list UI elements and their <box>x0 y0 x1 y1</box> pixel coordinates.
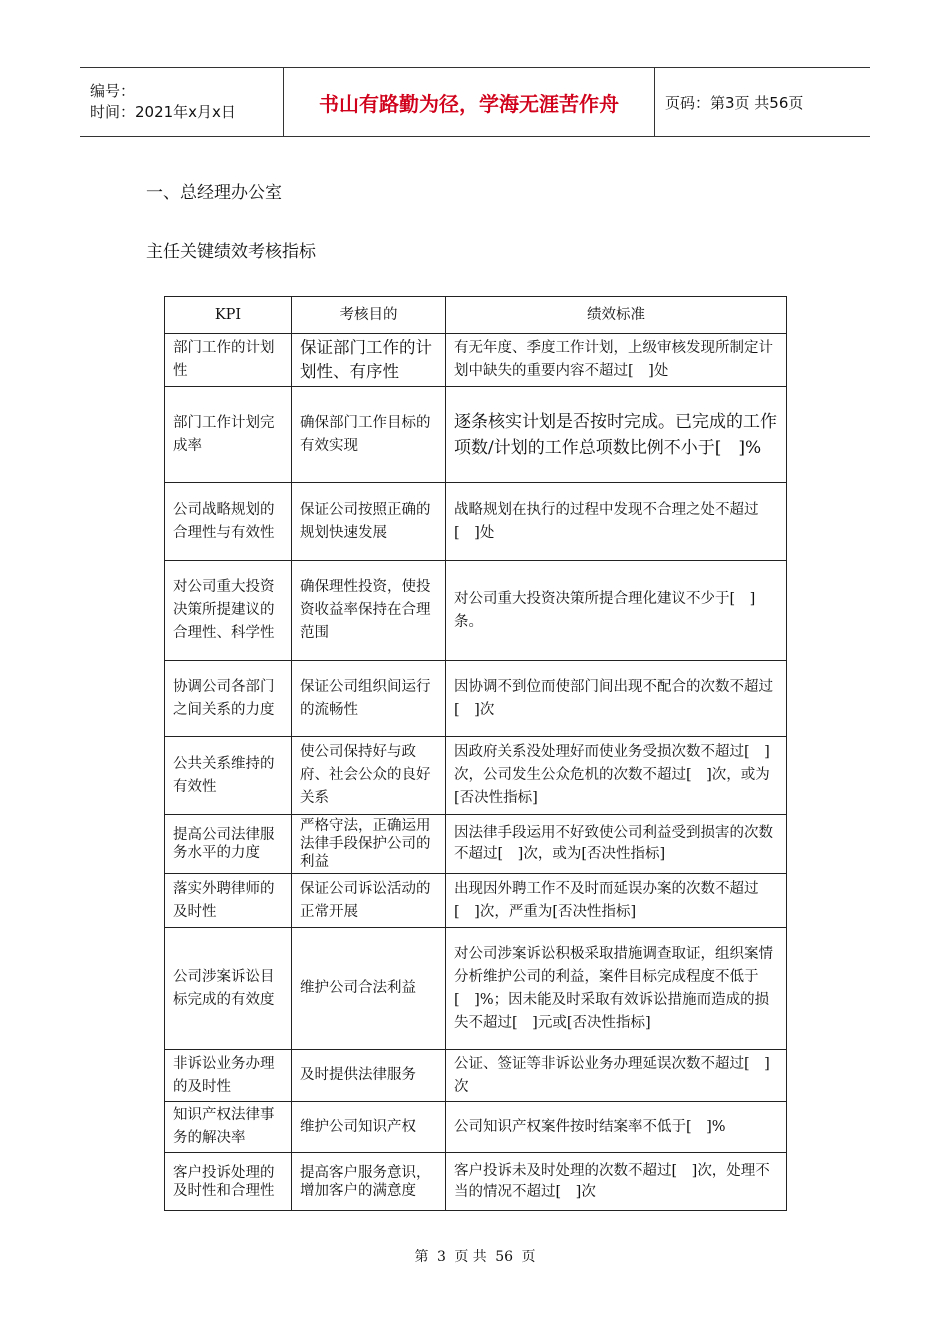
kpi-table <box>164 296 787 1211</box>
standard-cell: 战略规划在执行的过程中发现不合理之处不超过[ ]处 <box>446 483 787 561</box>
purpose-cell: 确保部门工作目标的有效实现 <box>292 387 446 483</box>
standard-cell: 客户投诉未及时处理的次数不超过[ ]次，处理不当的情况不超过[ ]次 <box>446 1153 787 1211</box>
header-meta <box>80 68 283 136</box>
table-row <box>165 1153 787 1211</box>
purpose-cell: 保证公司诉讼活动的正常开展 <box>292 874 446 928</box>
kpi-cell: 协调公司各部门之间关系的力度 <box>165 661 292 737</box>
purpose-cell: 确保理性投资，使投资收益率保持在合理范围 <box>292 561 446 661</box>
standard-cell: 出现因外聘工作不及时而延误办案的次数不超过[ ]次，严重为[否决性指标] <box>446 874 787 928</box>
kpi-cell: 公司战略规划的合理性与有效性 <box>165 483 292 561</box>
standard-cell: 因政府关系没处理好而使业务受损次数不超过[ ]次，公司发生公众危机的次数不超过[ ]次，或为[否决性指标] <box>446 737 787 815</box>
kpi-cell: 落实外聘律师的及时性 <box>165 874 292 928</box>
table-header-row <box>165 297 787 334</box>
purpose-cell: 保证部门工作的计划性、有序性 <box>292 334 446 387</box>
standard-cell: 因协调不到位而使部门间出现不配合的次数不超过[ ]次 <box>446 661 787 737</box>
table-row <box>165 661 787 737</box>
table-row <box>165 561 787 661</box>
standard-cell: 公司知识产权案件按时结案率不低于[ ]% <box>446 1102 787 1153</box>
footer-prefix: 第 <box>414 1249 429 1265</box>
header-motto: 书山有路勤为径，学海无涯苦作舟 <box>283 68 655 136</box>
purpose-cell: 保证公司组织间运行的流畅性 <box>292 661 446 737</box>
purpose-cell: 及时提供法律服务 <box>292 1050 446 1102</box>
kpi-cell: 客户投诉处理的及时性和合理性 <box>165 1153 292 1211</box>
footer-suffix: 页 <box>521 1249 536 1265</box>
standard-cell: 逐条核实计划是否按时完成。已完成的工作项数/计划的工作总项数比例不小于[ ]% <box>446 387 787 483</box>
table-row <box>165 737 787 815</box>
table-row <box>165 483 787 561</box>
header-purpose: 考核目的 <box>292 297 446 334</box>
standard-cell: 有无年度、季度工作计划，上级审核发现所制定计划中缺失的重要内容不超过[ ]处 <box>446 334 787 387</box>
kpi-cell: 公司涉案诉讼目标完成的有效度 <box>165 928 292 1050</box>
kpi-cell: 对公司重大投资决策所提建议的合理性、科学性 <box>165 561 292 661</box>
sub-title: 主任关键绩效考核指标 <box>146 242 316 262</box>
page-footer <box>0 1246 950 1266</box>
footer-page-number: 3 <box>436 1249 446 1265</box>
kpi-cell: 知识产权法律事务的解决率 <box>165 1102 292 1153</box>
table-row <box>165 334 787 387</box>
kpi-cell: 部门工作计划完成率 <box>165 387 292 483</box>
kpi-cell: 公共关系维持的有效性 <box>165 737 292 815</box>
doc-time-label: 时间：2021年x月x日 <box>90 103 236 121</box>
purpose-cell: 使公司保持好与政府、社会公众的良好关系 <box>292 737 446 815</box>
purpose-cell: 提高客户服务意识，增加客户的满意度 <box>292 1153 446 1211</box>
table-row <box>165 1102 787 1153</box>
page-header <box>80 67 870 137</box>
header-kpi: KPI <box>165 297 292 334</box>
footer-total-pages: 56 <box>495 1249 514 1265</box>
standard-cell: 对公司涉案诉讼积极采取措施调查取证，组织案情分析维护公司的利益，案件目标完成程度不低于[ ]%；因未能及时采取有效诉讼措施而造成的损失不超过[ ]元或[否决性指标] <box>446 928 787 1050</box>
table-row <box>165 874 787 928</box>
table-row <box>165 815 787 874</box>
header-standard: 绩效标准 <box>446 297 787 334</box>
table-row <box>165 1050 787 1102</box>
standard-cell: 因法律手段运用不好致使公司利益受到损害的次数不超过[ ]次，或为[否决性指标] <box>446 815 787 874</box>
kpi-cell: 部门工作的计划性 <box>165 334 292 387</box>
header-page-info: 页码：第3页 共56页 <box>665 93 804 112</box>
table-row <box>165 928 787 1050</box>
table-row <box>165 387 787 483</box>
kpi-cell: 提高公司法律服务水平的力度 <box>165 815 292 874</box>
section-title: 一、总经理办公室 <box>146 183 282 203</box>
doc-number-label: 编号： <box>90 82 136 100</box>
standard-cell: 公证、签证等非诉讼业务办理延误次数不超过[ ]次 <box>446 1050 787 1102</box>
purpose-cell: 严格守法，正确运用法律手段保护公司的利益 <box>292 815 446 874</box>
footer-mid: 页 共 <box>454 1249 487 1265</box>
standard-cell: 对公司重大投资决策所提合理化建议不少于[ ]条。 <box>446 561 787 661</box>
purpose-cell: 保证公司按照正确的规划快速发展 <box>292 483 446 561</box>
kpi-cell: 非诉讼业务办理的及时性 <box>165 1050 292 1102</box>
purpose-cell: 维护公司知识产权 <box>292 1102 446 1153</box>
purpose-cell: 维护公司合法利益 <box>292 928 446 1050</box>
